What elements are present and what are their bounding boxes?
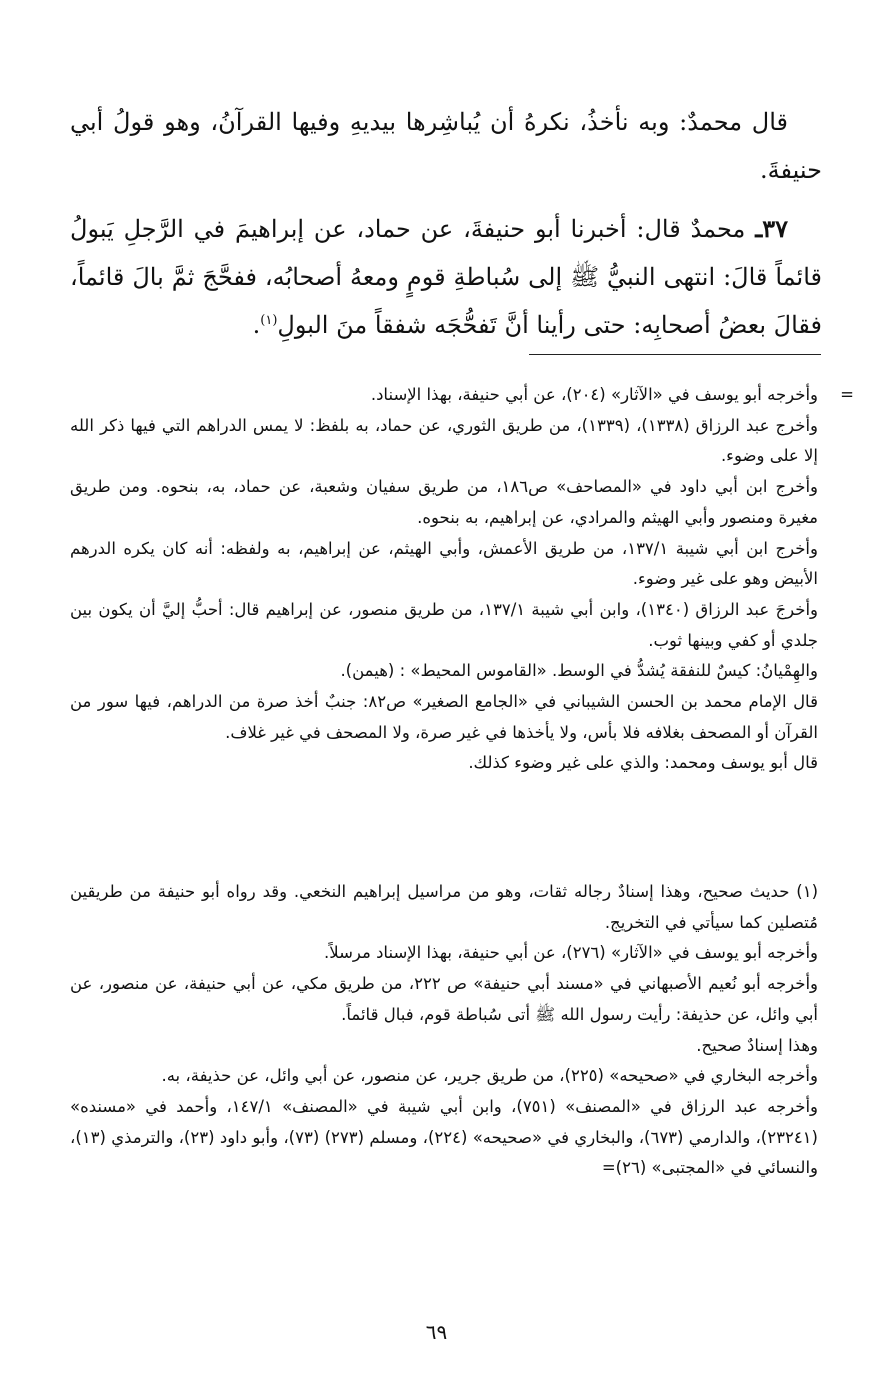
footnote-line [70, 877, 818, 938]
footnote-line [70, 411, 818, 472]
footnote-ref: (١) [260, 313, 278, 328]
footnote-text: وأخرجه البخاري في «صحيحه» (٢٢٥)، من طريق جرير، عن منصور، عن أبي وائل، عن حذيفة، به. [161, 1066, 818, 1086]
footnote-marker: (١) [796, 882, 819, 901]
footnote-1 [70, 877, 818, 1184]
footnote-text: وأخرج عبد الرزاق (١٣٣٨)، (١٣٣٩)، من طريق الثوري، عن حماد، به بلفظ: لا يمس الدراهم التي فيها ذكر الله إلا على وضوء. [70, 415, 819, 466]
page-number: ٦٩ [425, 1320, 448, 1344]
footnote-line [70, 1061, 818, 1092]
footnote-text: قال أبو يوسف ومحمد: والذي على غير وضوء كذلك. [468, 753, 818, 773]
main-paragraph-1 [70, 98, 822, 194]
para2-text: محمدٌ قال: أخبرنا أبو حنيفةَ، عن حماد، عن إبراهيمَ في الرَّجلِ يَبولُ قائماً قالَ: انتهى النبيُّ ﷺ إلى سُباطةِ قومٍ ومعهُ أصحابُه، ففحَّجَ ثمَّ بالَ قائماً، فقالَ بعضُ أصحابِه: حتى رأينا أنَّ تَفحُّجَه شفقاً منَ البولِ [70, 215, 822, 339]
footnote-text: وأخرج ابن أبي شيبة ١٣٧/١، من طريق الأعمش، وأبي الهيثم، عن إبراهيم، به ولفظه: أنه كان يكره الدرهم الأبيض وهو على غير وضوء. [70, 538, 818, 589]
footnote-text: والهِمْيانُ: كيسٌ للنفقة يُشدُّ في الوسط. «القاموس المحيط» : (هيمن). [340, 661, 818, 681]
footnotes-continued [70, 380, 854, 779]
footnote-line [70, 969, 818, 1030]
main-paragraph-2 [70, 205, 822, 349]
footnote-line [70, 938, 818, 969]
footnote-line [70, 1031, 818, 1062]
footnote-text: وأخرجه أبو يوسف في «الآثار» (٢٧٦)، عن أبي حنيفة، بهذا الإسناد مرسلاً. [323, 943, 818, 963]
footnote-text: وأخرجه عبد الرزاق في «المصنف» (٧٥١)، وابن أبي شيبة في «المصنف» ١٤٧/١، وأحمد في «مسنده» (٢٣٢٤١)، والدارمي (٦٧٣)، والبخاري في «صحيحه» (٢٢٤)، ومسلم (٢٧٣) (٧٣)، وأبو داود (٢٣)، والترمذي (١٣)، والنسائي في «المجتبى» (٢٦)= [70, 1096, 819, 1178]
hadith-number: ٣٧ـ [755, 214, 788, 243]
footnote-text: وأخرجَ عبد الرزاق (١٣٤٠)، وابن أبي شيبة ١٣٧/١، من طريق منصور، عن إبراهيم قال: أحبُّ إليَّ أن يكون بين جلدي أو كفي وبينها ثوب. [70, 599, 819, 650]
footnote-text: قال الإمام محمد بن الحسن الشيباني في «الجامع الصغير» ص٨٢: جنبٌ أخذ صرة من الدراهم، فيها سور من القرآن أو المصحف بغلافه فلا بأس، ولا يأخذها في غير صرة، ولا المصحف في غير غلاف. [70, 692, 818, 742]
footnote-line [70, 472, 818, 533]
continuation-marker: = [840, 385, 854, 404]
footnote-line [70, 380, 854, 411]
footnote-line [70, 595, 818, 656]
footnote-line [70, 1092, 818, 1184]
para2-end: . [252, 311, 261, 339]
footnote-text: وأخرجه أبو نُعيم الأصبهاني في «مسند أبي حنيفة» ص ٢٢٢، من طريق مكي، عن أبي حنيفة، عن منصور، عن أبي وائل، عن حذيفة: رأيت رسول الله ﷺ أتى سُباطة قوم، فبال قائماً. [70, 974, 818, 1024]
footnote-text: وأخرج ابن أبي داود في «المصاحف» ص١٨٦، من طريق سفيان وشعبة، عن حماد، به، بنحوه. ومن طريق مغيرة ومنصور وأبي الهيثم والمرادي، عن إبراهيم، به بنحوه. [70, 477, 818, 527]
footnote-separator [529, 354, 821, 355]
footnote-line [70, 656, 818, 687]
footnote-text: حديث صحيح، وهذا إسنادٌ رجاله ثقات، وهو من مراسيل إبراهيم النخعي. وقد رواه أبو حنيفة من طريقين مُتصلين كما سيأتي في التخريج. [70, 882, 818, 932]
footnote-line [70, 534, 818, 595]
footnote-line [70, 748, 818, 779]
footnote-text: وهذا إسنادٌ صحيح. [696, 1035, 818, 1055]
footnote-line [70, 687, 818, 748]
footnote-text: وأخرجه أبو يوسف في «الآثار» (٢٠٤)، عن أبي حنيفة، بهذا الإسناد. [370, 385, 818, 404]
para1-text: قال محمدٌ: وبه نأخذُ، نكرهُ أن يُباشِرها بيديهِ وفيها القرآنُ، وهو قولُ أبي حنيفةَ. [70, 108, 822, 184]
